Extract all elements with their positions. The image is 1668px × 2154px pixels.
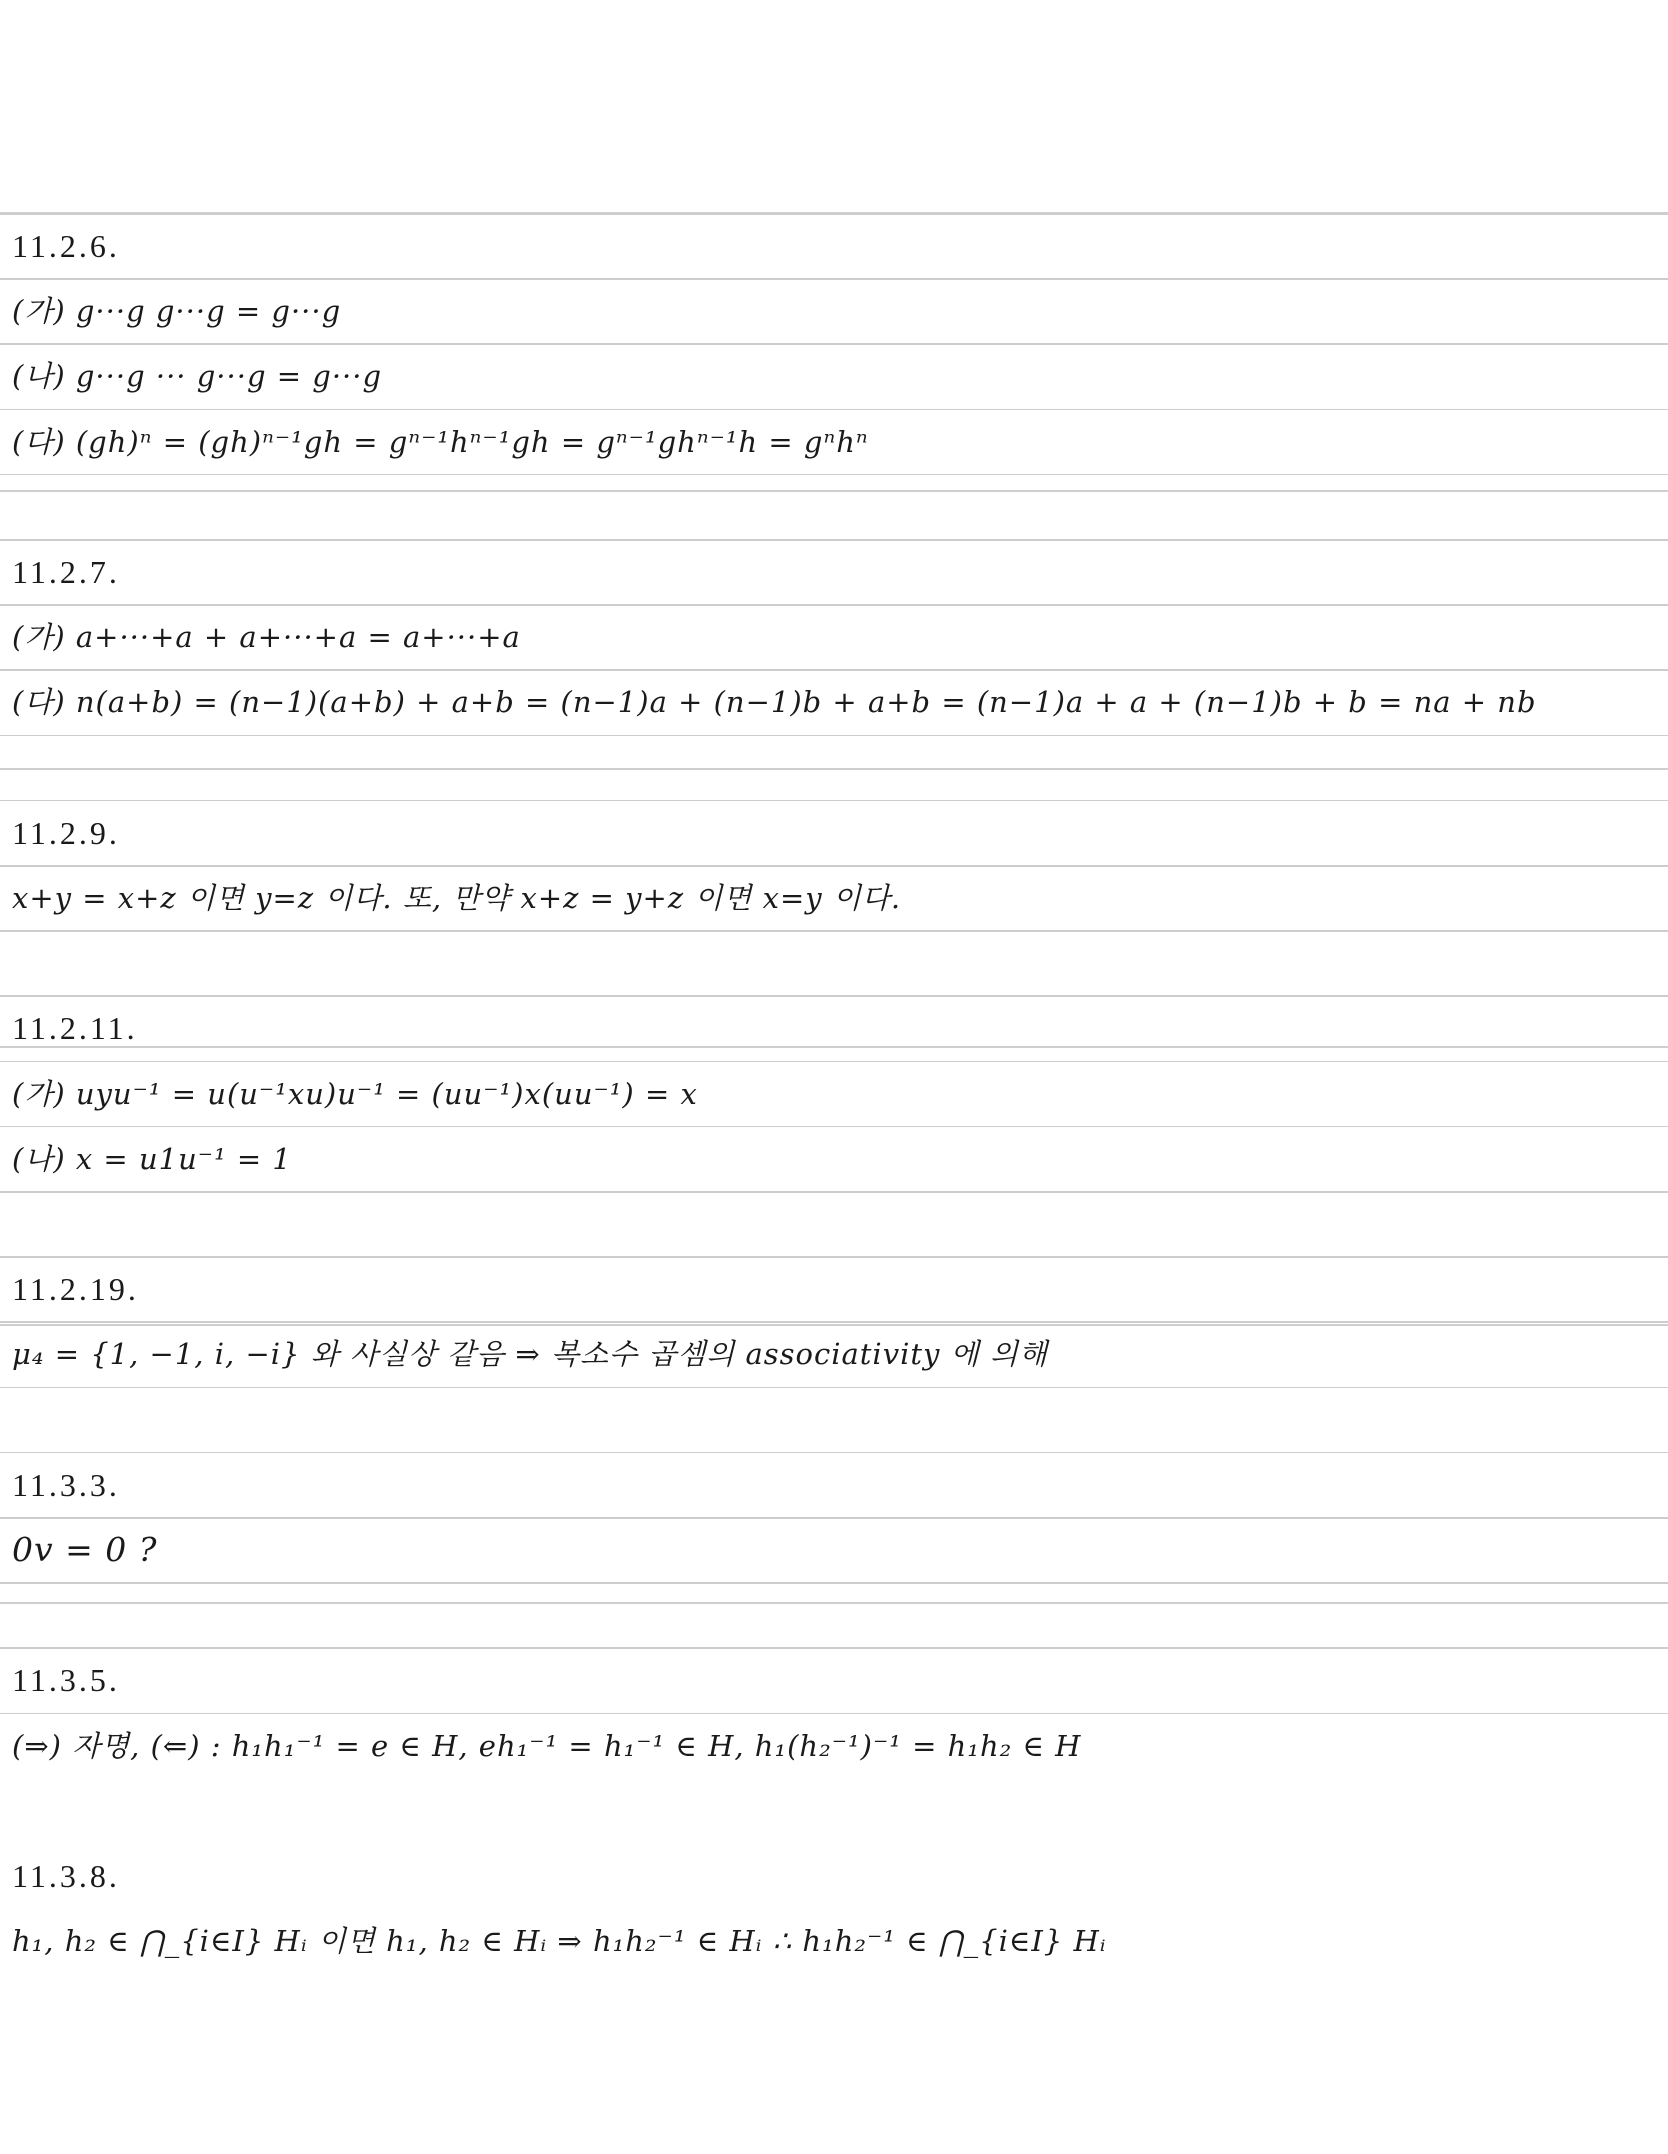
- solution-line: (⇒) 자명, (⇐) : h₁h₁⁻¹ = e ∈ H, eh₁⁻¹ = h₁⁻¹ ∈ H, h₁(h₂⁻¹)⁻¹ = h₁h₂ ∈ H: [12, 1728, 1082, 1763]
- solution-line: (가) g···g g···g = g···g: [12, 294, 342, 329]
- solution-line: (다) n(a+b) = (n−1)(a+b) + a+b = (n−1)a + (n−1)b + a+b = (n−1)a + a + (n−1)b + b = na + nb: [12, 685, 1537, 720]
- problem-number: 11.2.9.: [12, 814, 120, 851]
- solution-line: 0v = 0 ?: [12, 1530, 158, 1569]
- ruled-line: [0, 1582, 1668, 1584]
- problem-number: 11.2.11.: [12, 1010, 138, 1047]
- solution-line: (나) x = u1u⁻¹ = 1: [12, 1141, 292, 1176]
- problem-number: 11.2.7.: [12, 554, 120, 590]
- solution-line: μ₄ = {1, −1, i, −i} 와 사실상 같음 ⇒ 복소수 곱셈의 associativity 에 의해: [12, 1337, 1048, 1372]
- solution-line: (나) g···g ··· g···g = g···g: [12, 359, 383, 394]
- problem-number: 11.3.8.: [12, 1858, 120, 1894]
- ruled-line: [0, 474, 1668, 476]
- ruled-line: [0, 735, 1668, 737]
- solution-line: x+y = x+z 이면 y=z 이다. 또, 만약 x+z = y+z 이면 x=y 이다.: [12, 881, 902, 915]
- problem-number: 11.2.6.: [12, 228, 120, 264]
- ruled-line: [0, 1387, 1668, 1389]
- solution-line: h₁, h₂ ∈ ⋂_{i∈I} Hᵢ 이면 h₁, h₂ ∈ Hᵢ ⇒ h₁h₂⁻¹ ∈ Hᵢ ∴ h₁h₂⁻¹ ∈ ⋂_{i∈I} Hᵢ: [12, 1924, 1107, 1959]
- ruled-line: [0, 930, 1668, 932]
- solution-line: (다) (gh)ⁿ = (gh)ⁿ⁻¹gh = gⁿ⁻¹hⁿ⁻¹gh = gⁿ⁻¹ghⁿ⁻¹h = gⁿhⁿ: [12, 424, 869, 459]
- ruled-line: [0, 1191, 1668, 1193]
- problem-number: 11.3.3.: [12, 1466, 120, 1503]
- solution-line: (가) uyu⁻¹ = u(u⁻¹xu)u⁻¹ = (uu⁻¹)x(uu⁻¹) = x: [12, 1076, 698, 1111]
- problem-number: 11.3.5.: [12, 1662, 120, 1699]
- problem-number: 11.2.19.: [12, 1271, 139, 1308]
- solution-line: (가) a+···+a + a+···+a = a+···+a: [12, 620, 521, 655]
